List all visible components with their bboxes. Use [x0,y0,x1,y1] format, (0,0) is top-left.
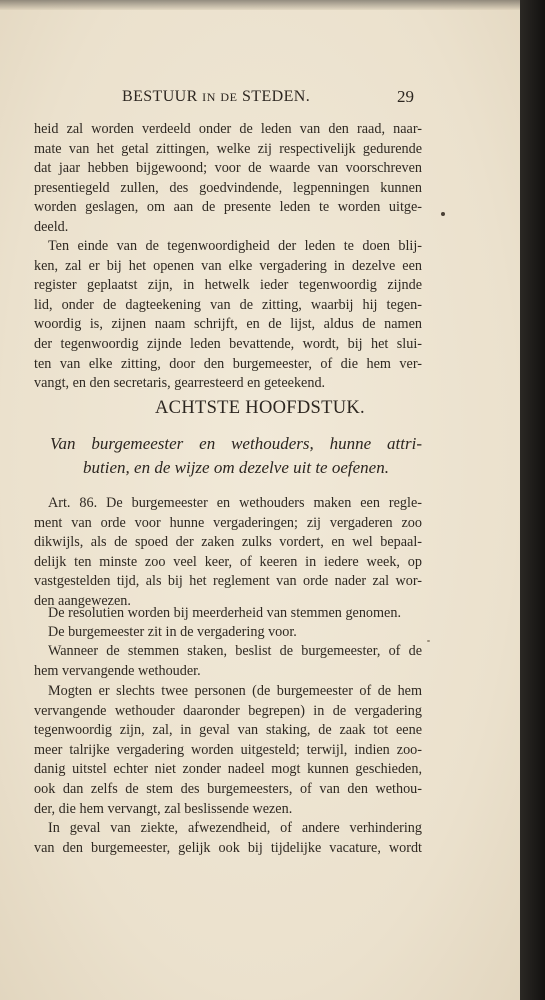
text-line: lid, onder de dagteekening van de zitting, waarbij hij tegen- [34,296,422,313]
article-86 [34,494,422,612]
text-line: De resolutien worden bij meerderheid van stemmen genomen. [48,605,401,621]
text-line: dat jaar hebben bijgewoond; voor de waarde van voorschreven [34,160,422,177]
text-line: danig uitstel echter niet zonder nadeel mogt kunnen geschieden, [34,761,422,778]
text-line: vastgestelden tijd, als bij het reglement van orde nader zal wor- [34,573,422,590]
text-line: delijk ten minste zoo veel keer, of keeren in iedere week, op [34,553,422,570]
page-top-shadow [0,0,520,10]
text-line: tegenwoordig zijn, zal, in geval van staking, de zaak tot eene [34,722,422,739]
text-line: ook dan zelfs de stem des burgemeesters, of van den wethou- [34,780,422,797]
running-head-word: BESTUUR [122,88,198,105]
text-line: ten van elke zitting, door den burgemeester, of die hem ver- [34,355,422,372]
text-line: dikwijls, als de spoed der zaken zulks vordert, en wel bepaal- [34,534,422,551]
text-line: hem vervangende wethouder. [34,662,201,679]
text-line: Ten einde van de tegenwoordigheid der leden te doen blij- [48,238,422,254]
subtitle-line: butien, en de wijze om dezelve uit te oefenen. [83,458,389,477]
text-line: ken, zal er bij het openen van elke vergadering in dezelve een [34,257,422,274]
text-line: ment van orde voor hunne vergaderingen; zij vergaderen zoo [34,514,422,531]
text-line: presentiegeld zullen, des goedvindende, legpenningen kunnen [34,179,422,196]
text-line: deeld. [34,218,69,235]
running-head [122,88,422,106]
text-line: Mogten er slechts twee personen (de burgemeester of de hem [48,683,422,699]
subtitle-line: Van burgemeester en wethouders, hunne attri- [50,434,422,453]
text-line: register geplaatst zijn, in hetwelk ieder tegenwoordig zijnde [34,277,422,294]
paragraph-register [34,237,422,394]
ink-mark [441,212,445,216]
paragraph-voorzitter [34,623,422,643]
page-number: 29 [397,87,414,106]
text-line: der, die hem vervangt, zal beslissende wezen. [34,800,293,817]
text-line: De burgemeester zit in de vergadering voor. [48,624,297,640]
book-edge-shadow [520,0,545,1000]
text-line: der tegenwoordig zijnde leden bevattende, wordt, bij het slui- [34,335,422,352]
running-head-word: IN [202,90,216,104]
paper-speck [427,640,430,642]
text-line: meer talrijke vergadering worden uitgesteld; terwijl, indien zoo- [34,741,422,758]
paragraph-ziekte [34,819,422,858]
text-line: Wanneer de stemmen staken, beslist de burgemeester, of de [48,643,422,659]
text-line: Art. 86. De burgemeester en wethouders maken een regle- [48,495,422,511]
paragraph-mogten [34,682,422,819]
chapter-heading: ACHTSTE HOOFDSTUK. [155,398,365,418]
paragraph-continuation [34,120,422,238]
text-line: worden geslagen, om aan de presente leden te worden uitge- [34,199,422,216]
text-line: woordig is, zijnen naam schrijft, en de lijst, aldus de namen [34,316,422,333]
text-line: In geval van ziekte, afwezendheid, of andere verhindering [48,820,422,836]
text-line: heid zal worden verdeeld onder de leden van den raad, naar- [34,121,422,137]
text-line: mate van het getal zittingen, welke zij respectivelijk gedurende [34,140,422,157]
text-line: vervangende wethouder daaronder begrepen) in de vergadering [34,702,422,719]
running-head-word: DE [220,90,238,104]
text-line: den aangewezen. [34,592,131,609]
text-line: van den burgemeester, gelijk ook bij tijdelijke vacature, wordt [34,839,422,856]
text-line: vangt, en den secretaris, gearresteerd en geteekend. [34,375,326,392]
chapter-subtitle [50,432,422,480]
paragraph-staken [34,642,422,681]
running-head-word: STEDEN. [242,88,311,105]
paragraph-resolutien [34,604,422,624]
